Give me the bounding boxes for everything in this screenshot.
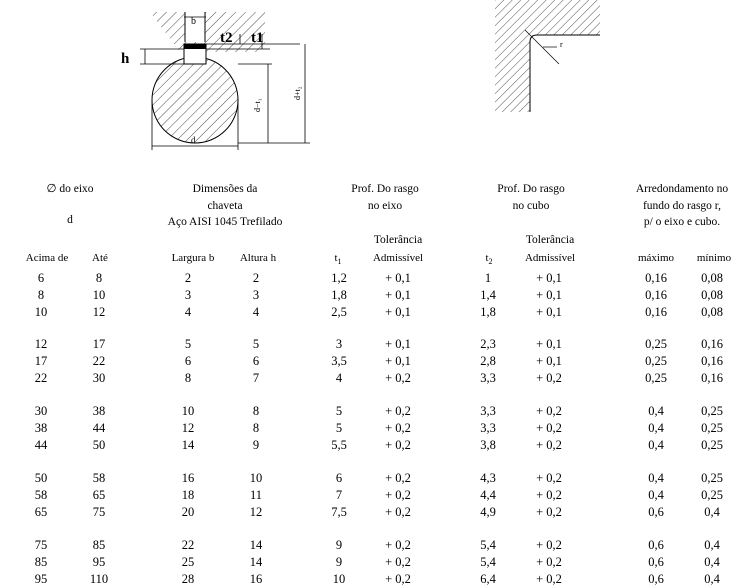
cell-width: 12 — [181, 421, 195, 435]
cell-t2: 4,9 — [480, 505, 496, 519]
cell-to: 95 — [92, 555, 106, 569]
cell-t2: 4,3 — [480, 471, 496, 485]
cell-from: 85 — [34, 555, 48, 569]
header-hub-depth-line2: no cubo — [512, 199, 550, 212]
cell-t1: 4 — [335, 371, 343, 385]
label-t2: t2 — [220, 30, 233, 46]
subheader-max: máximo — [637, 252, 675, 264]
cell-to: 30 — [92, 371, 106, 385]
cell-tol2: + 0,2 — [536, 421, 562, 435]
cell-from: 50 — [34, 471, 48, 485]
cell-width: 10 — [181, 404, 195, 418]
cell-tol1: + 0,2 — [385, 555, 411, 569]
cell-t2: 2,8 — [480, 354, 496, 368]
cell-width: 3 — [184, 288, 192, 302]
cell-max: 0,25 — [645, 337, 667, 351]
cell-min: 0,4 — [704, 538, 720, 552]
cell-tol1: + 0,1 — [385, 337, 411, 351]
cell-t1: 5 — [335, 421, 343, 435]
cell-to: 85 — [92, 538, 106, 552]
cell-max: 0,6 — [648, 555, 664, 569]
cell-width: 2 — [184, 271, 192, 285]
cell-from: 22 — [34, 371, 48, 385]
cell-height: 7 — [252, 371, 260, 385]
cell-tol1: + 0,2 — [385, 572, 411, 586]
cell-from: 17 — [34, 354, 48, 368]
header-shaft-depth-line2: no eixo — [367, 199, 403, 212]
subheader-t1-index: 1 — [337, 257, 342, 267]
cell-to: 10 — [92, 288, 106, 302]
cell-t1: 7 — [335, 488, 343, 502]
cell-t2: 3,8 — [480, 438, 496, 452]
cell-min: 0,16 — [701, 337, 723, 351]
subheader-height: Altura h — [239, 252, 277, 264]
cell-width: 28 — [181, 572, 195, 586]
cell-height: 4 — [252, 305, 260, 319]
subheader-t2-letter: t — [485, 252, 489, 264]
cell-min: 0,4 — [704, 555, 720, 569]
cell-tol2: + 0,1 — [536, 271, 562, 285]
cell-from: 95 — [34, 572, 48, 586]
cell-tol2: + 0,2 — [536, 572, 562, 586]
cell-width: 20 — [181, 505, 195, 519]
cell-max: 0,4 — [648, 471, 664, 485]
cell-to: 110 — [89, 572, 109, 586]
cell-t2: 1 — [484, 271, 492, 285]
cell-t1: 2,5 — [331, 305, 347, 319]
header-radius — [618, 181, 746, 231]
subheader-width: Largura b — [171, 252, 215, 264]
cell-t1: 3 — [335, 337, 343, 351]
header-radius-line3: p/ o eixo e cubo. — [643, 216, 721, 228]
cell-t2: 5,4 — [480, 555, 496, 569]
cell-t1: 9 — [335, 538, 343, 552]
corner-radius-drawing — [495, 0, 605, 115]
cell-height: 9 — [252, 438, 260, 452]
cell-min: 0,4 — [704, 572, 720, 586]
header-hub-depth-line1: Prof. Do rasgo — [497, 183, 565, 195]
cell-from: 6 — [37, 271, 45, 285]
label-d-minus-t1: d−t₁ — [253, 98, 262, 112]
header-key-line3: Aço AISI 1045 Trefilado — [167, 216, 283, 228]
subheader-t1-letter: t — [334, 252, 338, 264]
cell-tol2: + 0,2 — [536, 438, 562, 452]
cell-t2: 5,4 — [480, 538, 496, 552]
cell-t1: 3,5 — [331, 354, 347, 368]
cell-tol2: + 0,2 — [536, 471, 562, 485]
cell-tol2: + 0,2 — [536, 538, 562, 552]
cell-width: 14 — [181, 438, 195, 452]
cell-tol2: + 0,2 — [536, 555, 562, 569]
cell-from: 30 — [34, 404, 48, 418]
cell-height: 14 — [249, 538, 263, 552]
subheader-to: Até — [92, 252, 108, 264]
header-shaft — [20, 181, 120, 228]
cell-tol1: + 0,2 — [385, 471, 411, 485]
cell-max: 0,4 — [648, 404, 664, 418]
cell-t2: 4,4 — [480, 488, 496, 502]
cell-height: 8 — [252, 404, 260, 418]
label-r: r — [560, 40, 563, 49]
cell-max: 0,25 — [645, 371, 667, 385]
cell-min: 0,25 — [701, 471, 723, 485]
cell-height: 12 — [249, 505, 263, 519]
cell-from: 8 — [37, 288, 45, 302]
header-radius-line1: Arredondamento no — [635, 183, 729, 195]
cell-max: 0,6 — [648, 538, 664, 552]
cell-max: 0,4 — [648, 421, 664, 435]
cell-tol2: + 0,1 — [536, 288, 562, 302]
cell-to: 8 — [95, 271, 103, 285]
cell-tol1: + 0,2 — [385, 505, 411, 519]
cell-t1: 5,5 — [331, 438, 347, 452]
cell-min: 0,25 — [701, 404, 723, 418]
label-d: d — [191, 135, 196, 145]
cell-from: 44 — [34, 438, 48, 452]
cell-tol1: + 0,2 — [385, 404, 411, 418]
cell-max: 0,16 — [645, 288, 667, 302]
cell-width: 18 — [181, 488, 195, 502]
cell-t1: 7,5 — [331, 505, 347, 519]
cell-t2: 1,4 — [480, 288, 496, 302]
cell-tol1: + 0,2 — [385, 371, 411, 385]
cell-t1: 5 — [335, 404, 343, 418]
cell-to: 38 — [92, 404, 106, 418]
cell-to: 22 — [92, 354, 106, 368]
cell-max: 0,25 — [645, 354, 667, 368]
cell-from: 38 — [34, 421, 48, 435]
cell-min: 0,08 — [701, 271, 723, 285]
cell-min: 0,08 — [701, 305, 723, 319]
cell-height: 16 — [249, 572, 263, 586]
cell-max: 0,16 — [645, 305, 667, 319]
subheader-t1 — [323, 252, 353, 266]
cell-to: 17 — [92, 337, 106, 351]
cell-width: 22 — [181, 538, 195, 552]
keyway-section-drawing — [0, 0, 340, 160]
header-key — [150, 181, 300, 231]
cell-width: 16 — [181, 471, 195, 485]
cell-max: 0,4 — [648, 438, 664, 452]
cell-width: 25 — [181, 555, 195, 569]
subheader-t2-index: 2 — [488, 257, 493, 267]
header-tolerance-shaft: Tolerância — [373, 234, 423, 246]
subheader-from: Acima de — [25, 252, 69, 264]
cell-from: 75 — [34, 538, 48, 552]
header-shaft-line1: ∅ do eixo — [46, 183, 94, 195]
cell-min: 0,08 — [701, 288, 723, 302]
header-shaft-line2: d — [67, 213, 73, 226]
cell-from: 10 — [34, 305, 48, 319]
label-b: b — [191, 16, 196, 27]
cell-height: 11 — [249, 488, 263, 502]
cell-max: 0,16 — [645, 271, 667, 285]
cell-t1: 1,2 — [331, 271, 347, 285]
cell-width: 8 — [184, 371, 192, 385]
cell-t1: 9 — [335, 555, 343, 569]
cell-to: 58 — [92, 471, 106, 485]
cell-min: 0,4 — [704, 505, 720, 519]
cell-height: 10 — [249, 471, 263, 485]
cell-tol2: + 0,1 — [536, 337, 562, 351]
cell-max: 0,4 — [648, 488, 664, 502]
subheader-t2 — [474, 252, 504, 266]
cell-t2: 3,3 — [480, 404, 496, 418]
hub-section — [150, 12, 265, 52]
header-key-line1: Dimensões da — [192, 183, 258, 195]
cell-width: 4 — [184, 305, 192, 319]
cell-tol2: + 0,1 — [536, 354, 562, 368]
cell-height: 14 — [249, 555, 263, 569]
cell-to: 50 — [92, 438, 106, 452]
header-key-line2: chaveta — [207, 199, 243, 212]
cell-min: 0,25 — [701, 438, 723, 452]
cell-t2: 6,4 — [480, 572, 496, 586]
header-shaft-depth — [335, 181, 435, 214]
cell-height: 6 — [252, 354, 260, 368]
cell-min: 0,16 — [701, 371, 723, 385]
cell-t2: 2,3 — [480, 337, 496, 351]
cell-height: 8 — [252, 421, 260, 435]
label-t1: t1 — [251, 30, 264, 46]
cell-to: 75 — [92, 505, 106, 519]
cell-tol1: + 0,1 — [385, 305, 411, 319]
cell-height: 2 — [252, 271, 260, 285]
cell-t1: 10 — [332, 572, 346, 586]
cell-tol1: + 0,2 — [385, 538, 411, 552]
cell-min: 0,16 — [701, 354, 723, 368]
header-tolerance-hub: Tolerância — [525, 234, 575, 246]
cell-height: 5 — [252, 337, 260, 351]
cell-width: 5 — [184, 337, 192, 351]
cell-from: 65 — [34, 505, 48, 519]
subheader-tol1: Admissível — [372, 252, 424, 264]
label-d-plus-t2: d+t₂ — [293, 86, 302, 100]
cell-t2: 3,3 — [480, 371, 496, 385]
cell-width: 6 — [184, 354, 192, 368]
cell-height: 3 — [252, 288, 260, 302]
cell-min: 0,25 — [701, 421, 723, 435]
cell-tol2: + 0,2 — [536, 404, 562, 418]
shaft-section — [152, 44, 238, 143]
cell-tol2: + 0,2 — [536, 505, 562, 519]
subheader-tol2: Admissível — [524, 252, 576, 264]
header-hub-depth — [481, 181, 581, 214]
cell-max: 0,6 — [648, 505, 664, 519]
header-radius-line2: fundo do rasgo r, — [642, 199, 722, 212]
cell-from: 12 — [34, 337, 48, 351]
cell-to: 44 — [92, 421, 106, 435]
header-shaft-depth-line1: Prof. Do rasgo — [351, 183, 419, 195]
cell-tol2: + 0,2 — [536, 371, 562, 385]
label-h: h — [121, 51, 130, 67]
cell-tol1: + 0,1 — [385, 271, 411, 285]
cell-tol2: + 0,2 — [536, 488, 562, 502]
cell-tol1: + 0,1 — [385, 288, 411, 302]
cell-tol1: + 0,2 — [385, 438, 411, 452]
cell-to: 65 — [92, 488, 106, 502]
subheader-min: mínimo — [696, 252, 732, 264]
cell-min: 0,25 — [701, 488, 723, 502]
cell-t2: 3,3 — [480, 421, 496, 435]
cell-t2: 1,8 — [480, 305, 496, 319]
cell-to: 12 — [92, 305, 106, 319]
cell-max: 0,6 — [648, 572, 664, 586]
cell-from: 58 — [34, 488, 48, 502]
cell-tol1: + 0,2 — [385, 488, 411, 502]
cell-tol2: + 0,1 — [536, 305, 562, 319]
cell-tol1: + 0,1 — [385, 354, 411, 368]
cell-t1: 1,8 — [331, 288, 347, 302]
cell-tol1: + 0,2 — [385, 421, 411, 435]
cell-t1: 6 — [335, 471, 343, 485]
